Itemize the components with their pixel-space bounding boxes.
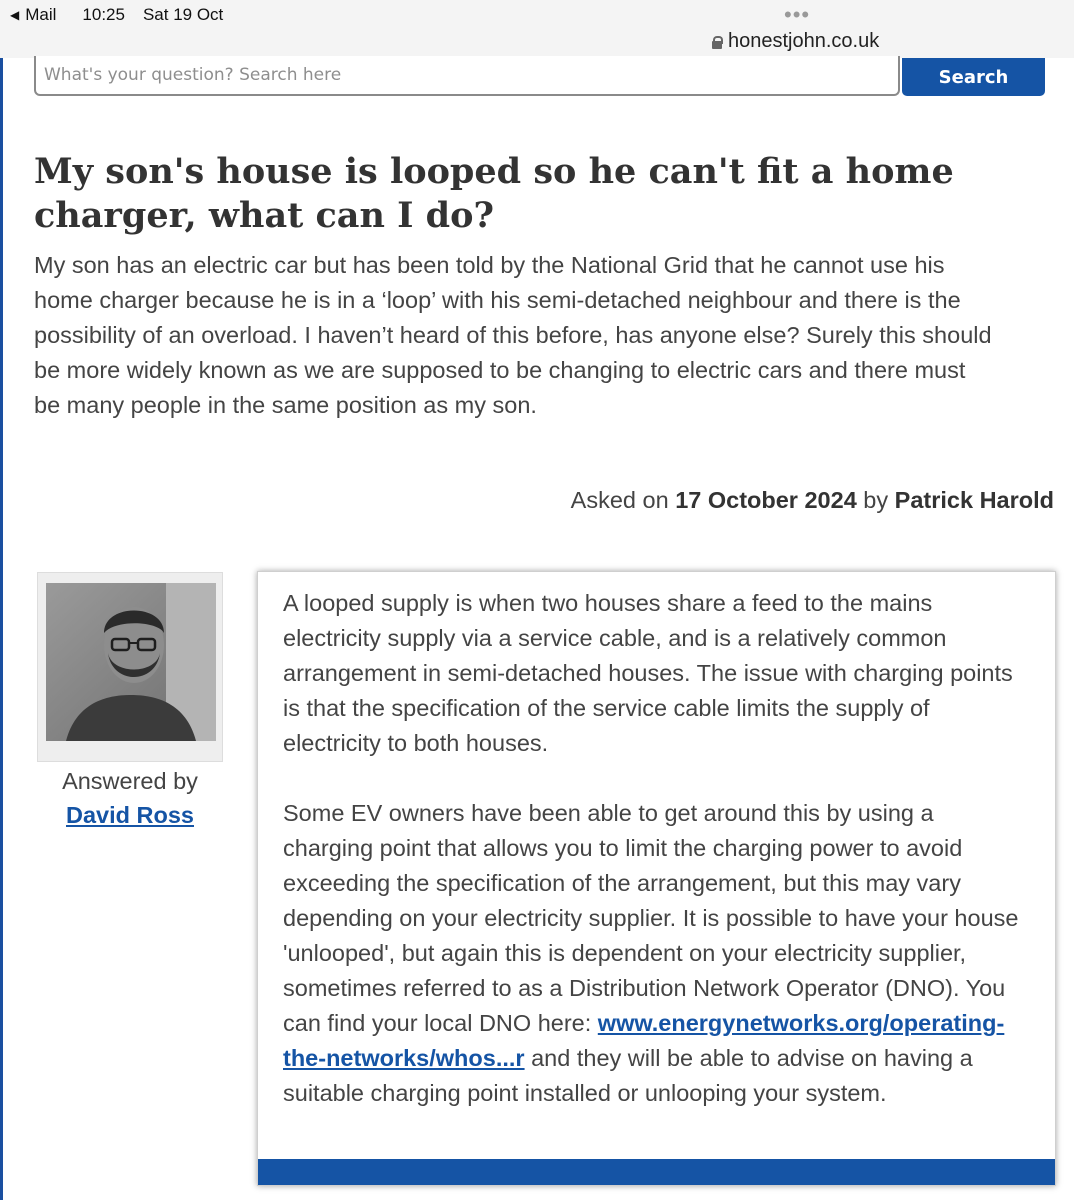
date: Sat 19 Oct xyxy=(142,5,224,24)
answer-paragraph-2 xyxy=(283,796,1028,1111)
asked-line xyxy=(571,487,1054,514)
question-body: My son has an electric car but has been told by the National Grid that he cannot use his home charger because he is in a ‘loop’ with his semi-detached neighbour and there is the possibility of an overload. I haven’t heard of this before, has anyone else? Surely this should be more widely known as we are supposed to be changing to electric cars and there must be many people in the same position as my son. xyxy=(34,252,992,418)
clock: 10:25 xyxy=(82,5,125,24)
status-left xyxy=(10,5,223,25)
back-arrow-icon[interactable]: ◀ xyxy=(10,8,20,22)
answer-card xyxy=(257,571,1056,1186)
dno-link[interactable]: www.energynetworks.org/operating-the-networks/whos...r xyxy=(283,1010,1005,1071)
answer-card-footer xyxy=(258,1159,1055,1185)
lock-icon xyxy=(712,36,722,48)
status-bar xyxy=(0,0,1074,58)
more-dots-icon[interactable]: ••• xyxy=(784,2,811,27)
url-text: honestjohn.co.uk xyxy=(728,30,880,52)
author-link[interactable]: David Ross xyxy=(66,802,194,828)
answer-paragraph-2-start: Some EV owners have been able to get around this by using a charging point that allows you to limit the charging power to avoid exceeding the specification of the arrangement, but this may vary depending on your electricity supplier. It is possible to have your house 'unlooped', but again this is dependent on your electricity supplier, sometimes referred to as a Distribution Network Operator (DNO). You can find your local DNO here: xyxy=(283,800,1019,1036)
asker-name: Patrick Harold xyxy=(894,487,1054,513)
search-input[interactable] xyxy=(34,56,900,96)
search-button[interactable]: Search xyxy=(902,58,1045,96)
asked-prefix: Asked on xyxy=(570,487,669,513)
asked-date: 17 October 2024 xyxy=(675,487,857,513)
answered-by-label: Answered by xyxy=(62,768,198,794)
asked-by-word: by xyxy=(863,487,889,513)
address-bar[interactable] xyxy=(712,30,879,53)
answer-paragraph-2-end: and they will be able to advise on having a suitable charging point installed or unlooping your system. xyxy=(283,1045,973,1106)
page-left-border xyxy=(0,58,3,1200)
question-title: My son's house is looped so he can't fit a home charger, what can I do? xyxy=(34,151,954,236)
answer-paragraph-1: A looped supply is when two houses share a feed to the mains electricity supply via a service cable, and is a relatively common arrangement in semi-detached houses. The issue with charging points is that the specification of the service cable limits the supply of electricity to both houses. xyxy=(283,590,1013,756)
back-app-label[interactable]: Mail xyxy=(25,5,57,24)
avatar xyxy=(37,572,223,762)
answer-text xyxy=(283,586,1028,1146)
